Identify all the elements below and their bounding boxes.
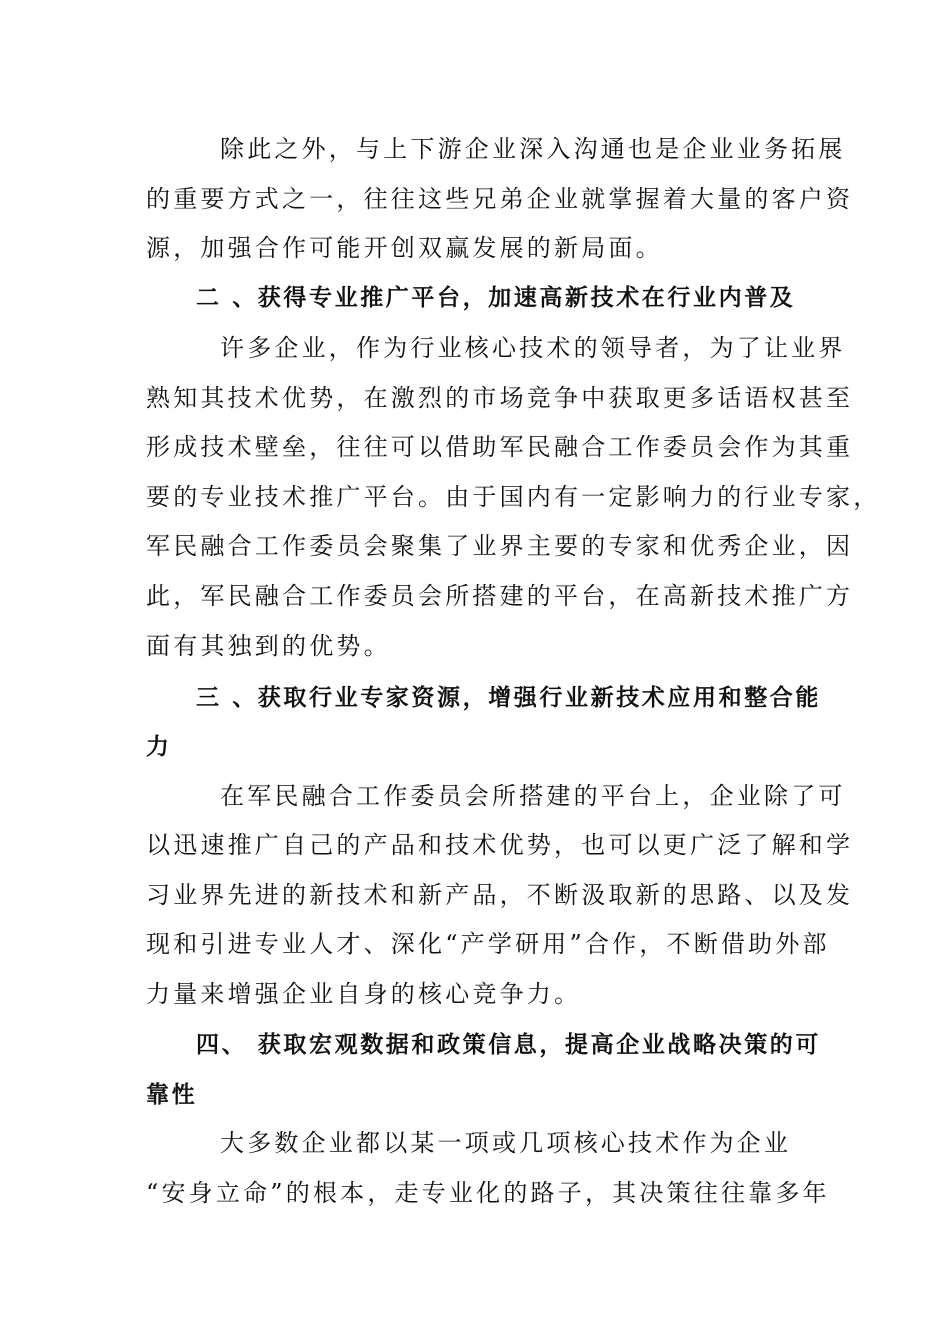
- paragraph-line: “安身立命”的根本，走专业化的路子，其决策往往靠多年: [146, 1179, 830, 1207]
- paragraph-line: 除此之外，与上下游企业深入沟通也是企业业务拓展: [220, 135, 846, 163]
- paragraph-line: 的重要方式之一，往往这些兄弟企业就掌握着大量的客户资: [146, 185, 854, 213]
- paragraph-line: 许多企业，作为行业核心技术的领导者，为了让业界: [220, 334, 846, 362]
- paragraph-line: 在军民融合工作委员会所搭建的平台上，企业除了可: [220, 782, 846, 810]
- paragraph-line: 要的专业技术推广平台。由于国内有一定影响力的行业专家，: [146, 483, 881, 511]
- paragraph-line: 习业界先进的新技术和新产品，不断汲取新的思路、以及发: [146, 881, 854, 909]
- paragraph-line: 面有其独到的优势。: [146, 632, 391, 660]
- paragraph-line: 源，加强合作可能开创双赢发展的新局面。: [146, 234, 663, 262]
- section-heading-2: 二 、获得专业推广平台，加速高新技术在行业内普及: [196, 285, 796, 311]
- section-heading-4-cont: 靠性: [146, 1082, 198, 1108]
- paragraph-line: 力量来增强企业自身的核心竞争力。: [146, 980, 582, 1008]
- paragraph-line: 以迅速推广自己的产品和技术优势，也可以更广泛了解和学: [146, 831, 854, 859]
- section-heading-3: 三 、获取行业专家资源，增强行业新技术应用和整合能: [196, 685, 822, 711]
- paragraph-line: 现和引进专业人才、深化“产学研用”合作，不断借助外部: [146, 930, 830, 958]
- paragraph-line: 形成技术壁垒，往往可以借助军民融合工作委员会作为其重: [146, 433, 854, 461]
- paragraph-line: 熟知其技术优势，在激烈的市场竞争中获取更多话语权甚至: [146, 384, 854, 412]
- section-heading-3-cont: 力: [146, 734, 172, 760]
- paragraph-line: 军民融合工作委员会聚集了业界主要的专家和优秀企业，因: [146, 532, 854, 560]
- paragraph-line: 大多数企业都以某一项或几项核心技术作为企业: [220, 1129, 792, 1157]
- paragraph-line: 此，军民融合工作委员会所搭建的平台，在高新技术推广方: [146, 582, 854, 610]
- section-heading-4: 四、 获取宏观数据和政策信息，提高企业战略决策的可: [196, 1032, 822, 1058]
